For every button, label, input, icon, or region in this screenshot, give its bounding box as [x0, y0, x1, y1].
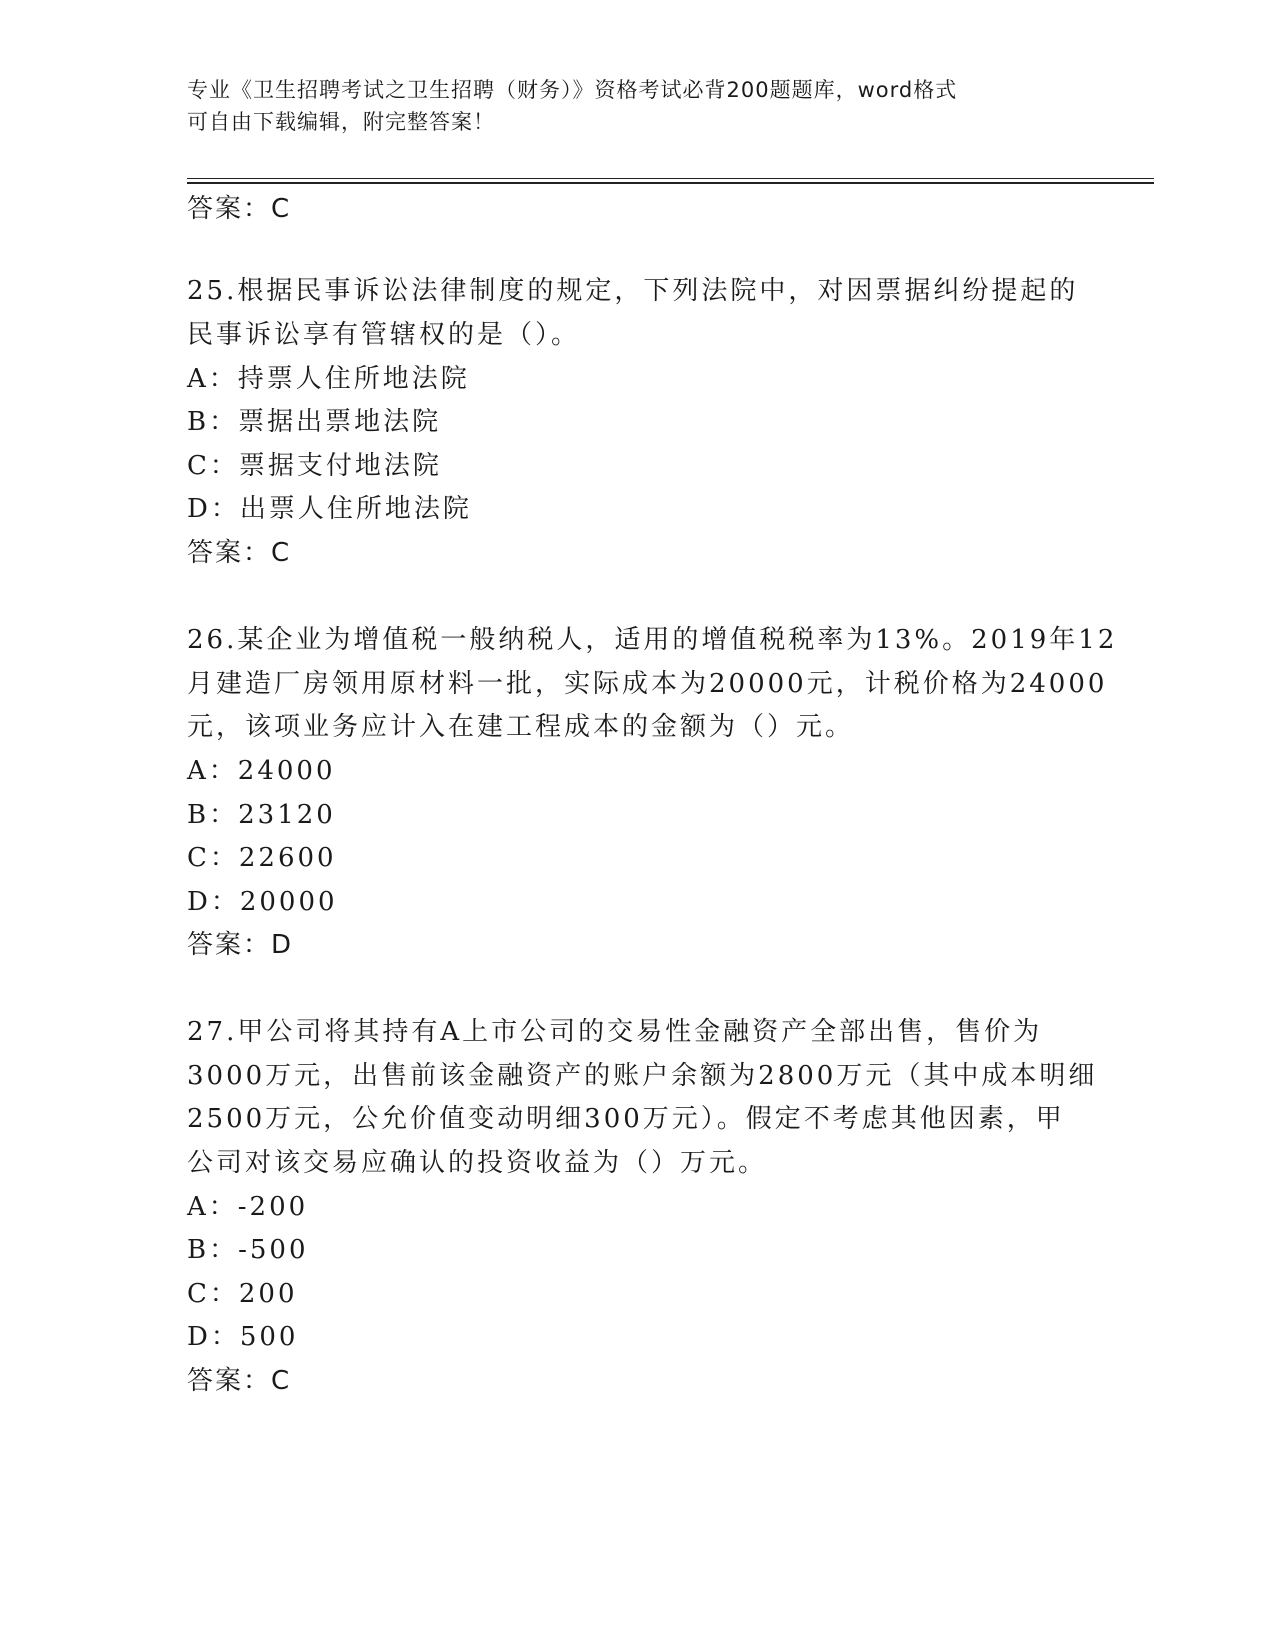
question-27-option-a: A：-200: [187, 1192, 309, 1222]
question-27-option-c: C：200: [187, 1279, 298, 1309]
question-25-option-d: D：出票人住所地法院: [187, 494, 472, 524]
question-27-option-d: D：500: [187, 1322, 299, 1352]
question-26-option-b: B：23120: [187, 800, 336, 830]
question-26-stem-line-3: 元，该项业务应计入在建工程成本的金额为（）元。: [187, 712, 855, 742]
question-27-stem-line-1: 27.甲公司将其持有A上市公司的交易性金融资产全部出售，售价为: [187, 1017, 1043, 1047]
question-26-answer: 答案：D: [187, 930, 294, 960]
header-divider-thin: [187, 178, 1154, 179]
question-27-option-b: B：-500: [187, 1235, 309, 1265]
question-27-stem-line-2: 3000万元，出售前该金融资产的账户余额为2800万元（其中成本明细: [187, 1061, 1098, 1091]
header-title-line-2: 可自由下载编辑，附完整答案！: [187, 110, 495, 134]
question-25-stem-line-1: 25.根据民事诉讼法律制度的规定，下列法院中，对因票据纠纷提起的: [187, 276, 1079, 306]
question-27-stem-line-3: 2500万元，公允价值变动明细300万元）。假定不考虑其他因素，甲: [187, 1104, 1065, 1134]
question-25-option-c: C：票据支付地法院: [187, 451, 442, 481]
previous-question-answer: 答案：C: [187, 194, 292, 224]
question-25-answer: 答案：C: [187, 538, 292, 568]
question-26-stem-line-1: 26.某企业为增值税一般纳税人，适用的增值税税率为13%。2019年12: [187, 625, 1118, 655]
question-26-stem-line-2: 月建造厂房领用原材料一批，实际成本为20000元，计税价格为24000: [187, 669, 1108, 699]
page-header: [187, 74, 1087, 138]
question-26-option-a: A：24000: [187, 756, 336, 786]
header-divider-thick: [187, 182, 1154, 184]
question-25-option-a: A：持票人住所地法院: [187, 364, 470, 394]
question-25-stem-line-2: 民事诉讼享有管辖权的是（）。: [187, 320, 581, 350]
header-title-line-1: 专业《卫生招聘考试之卫生招聘（财务）》资格考试必背200题题库，word格式: [187, 78, 958, 102]
question-27-answer: 答案：C: [187, 1366, 292, 1396]
question-26-option-c: C：22600: [187, 843, 337, 873]
question-25-option-b: B：票据出票地法院: [187, 407, 442, 437]
question-27-stem-line-4: 公司对该交易应确认的投资收益为（）万元。: [187, 1148, 768, 1178]
question-26-option-d: D：20000: [187, 887, 338, 917]
